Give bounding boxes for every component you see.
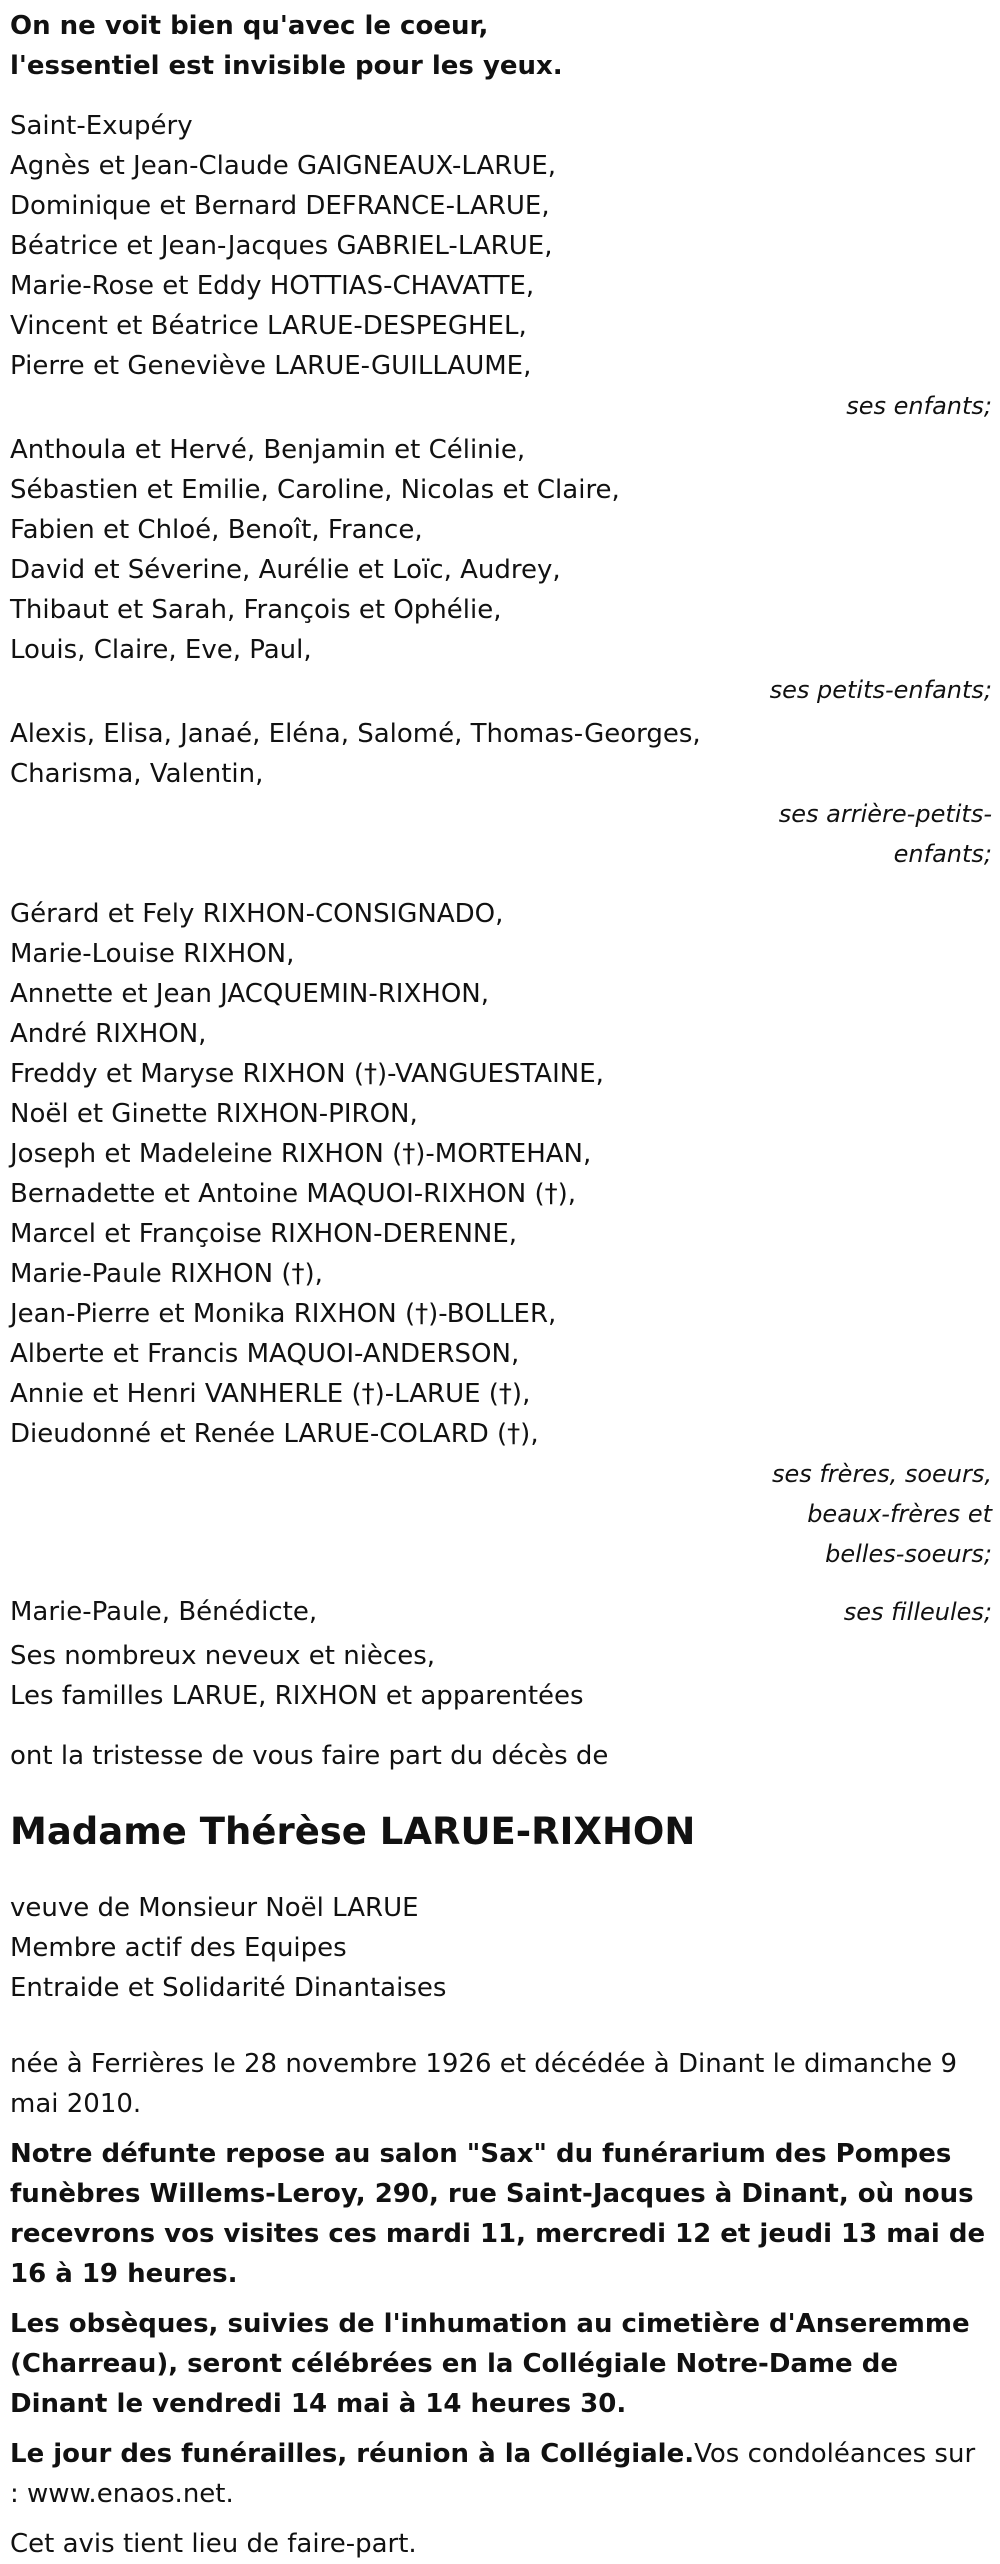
quote-author: Saint-Exupéry: [10, 111, 193, 141]
relation-label: ses filleules;: [843, 1598, 992, 1626]
family-name-line: Louis, Claire, Eve, Paul,: [10, 635, 312, 665]
relation-label: ses petits-enfants;: [769, 676, 992, 704]
family-name-line: Charisma, Valentin,: [10, 759, 264, 789]
meeting-text: [10, 2434, 992, 2514]
family-name-line: Marie-Paule RIXHON (†),: [10, 1259, 323, 1289]
family-name-line: Bernadette et Antoine MAQUOI-RIXHON (†),: [10, 1179, 577, 1209]
family-name-line: Pierre et Geneviève LARUE-GUILLAUME,: [10, 351, 532, 381]
deceased-name: Madame Thérèse LARUE-RIXHON: [10, 1810, 696, 1853]
family-name-line: Gérard et Fely RIXHON-CONSIGNADO,: [10, 899, 504, 929]
announcement-text: ont la tristesse de vous faire part du décès de: [10, 1741, 609, 1771]
family-name-line: Freddy et Maryse RIXHON (†)-VANGUESTAINE,: [10, 1059, 604, 1089]
funeral-text: Les obsèques, suivies de l'inhumation au cimetière d'Anseremme (Charreau), seront célébrées en la Collégiale Notre-Dame de Dinant le vendredi 14 mai à 14 heures 30.: [10, 2309, 970, 2419]
relation-label-list: [10, 794, 992, 874]
family-name-line: Dominique et Bernard DEFRANCE-LARUE,: [10, 191, 550, 221]
family-name-line: Annie et Henri VANHERLE (†)-LARUE (†),: [10, 1379, 531, 1409]
family-name-line: Marcel et Françoise RIXHON-DERENNE,: [10, 1219, 518, 1249]
relation-label: ses frères, soeurs,: [771, 1460, 992, 1488]
family-name-line: Anthoula et Hervé, Benjamin et Célinie,: [10, 435, 526, 465]
family-name-line: Thibaut et Sarah, François et Ophélie,: [10, 595, 502, 625]
family-name-line: Marie-Rose et Eddy HOTTIAS-CHAVATTE,: [10, 271, 535, 301]
obituary-content: [10, 0, 992, 2564]
meeting-bold: Le jour des funérailles, réunion à la Collégiale.: [10, 2439, 695, 2469]
family-name-line: Alberte et Francis MAQUOI-ANDERSON,: [10, 1339, 520, 1369]
quote-line-2: l'essentiel est invisible pour les yeux.: [10, 51, 563, 81]
family-name-line: Jean-Pierre et Monika RIXHON (†)-BOLLER,: [10, 1299, 557, 1329]
relation-label: ses arrière-petits-: [778, 800, 992, 828]
family-name-line: Annette et Jean JACQUEMIN-RIXHON,: [10, 979, 490, 1009]
closing-text: Cet avis tient lieu de faire-part.: [10, 2529, 417, 2559]
family-name-line-list: [10, 714, 992, 794]
relation-label-list: [10, 1454, 992, 1574]
quote-line-1: On ne voit bien qu'avec le coeur,: [10, 11, 489, 41]
siblings-group: [10, 894, 992, 1574]
relation-label-list: [10, 670, 992, 710]
family-name-line-list: [10, 146, 992, 386]
family-name-line: Agnès et Jean-Claude GAIGNEAUX-LARUE,: [10, 151, 557, 181]
family-name-line: Marie-Paule, Bénédicte,: [10, 1597, 318, 1627]
goddaughters-group: [10, 1592, 992, 1632]
deceased-detail-line-list: [10, 1888, 992, 2008]
family-name-line: Les familles LARUE, RIXHON et apparentées: [10, 1681, 584, 1711]
deceased-detail-line: Entraide et Solidarité Dinantaises: [10, 1973, 447, 2003]
family-name-line-list: [10, 430, 992, 670]
deceased-details: [10, 1888, 992, 2008]
condolences-text: Vos condoléances sur : www.enaos.net.: [10, 2439, 976, 2509]
others-group: [10, 1636, 992, 1716]
family-name-line: Ses nombreux neveux et nièces,: [10, 1641, 436, 1671]
great-grandchildren-group: [10, 714, 992, 874]
relation-label: belles-soeurs;: [825, 1540, 992, 1568]
relation-label: beaux-frères et: [807, 1500, 992, 1528]
deceased-detail-line: veuve de Monsieur Noël LARUE: [10, 1893, 419, 1923]
relation-label: enfants;: [893, 840, 992, 868]
family-name-line: Sébastien et Emilie, Caroline, Nicolas et Claire,: [10, 475, 620, 505]
family-name-line: David et Séverine, Aurélie et Loïc, Audrey,: [10, 555, 561, 585]
birth-death-text: née à Ferrières le 28 novembre 1926 et décédée à Dinant le dimanche 9 mai 2010.: [10, 2049, 958, 2119]
family-name-line: Marie-Louise RIXHON,: [10, 939, 295, 969]
children-group: [10, 146, 992, 426]
family-name-line: Vincent et Béatrice LARUE-DESPEGHEL,: [10, 311, 527, 341]
relation-label: ses enfants;: [846, 392, 992, 420]
family-name-line-list: [10, 894, 992, 1454]
grandchildren-group: [10, 430, 992, 710]
relation-label-list: [10, 386, 992, 426]
family-name-line: Dieudonné et Renée LARUE-COLARD (†),: [10, 1419, 539, 1449]
family-name-line: André RIXHON,: [10, 1019, 207, 1049]
family-name-line: Joseph et Madeleine RIXHON (†)-MORTEHAN,: [10, 1139, 592, 1169]
family-name-line: Fabien et Chloé, Benoît, France,: [10, 515, 423, 545]
family-name-line: Alexis, Elisa, Janaé, Eléna, Salomé, Thomas-Georges,: [10, 719, 701, 749]
visitation-text: Notre défunte repose au salon "Sax" du funérarium des Pompes funèbres Willems-Leroy, 290, rue Saint-Jacques à Dinant, où nous recevrons vos visites ces mardi 11, mercredi 12 et jeudi 13 mai de 16 à 19 heures.: [10, 2139, 986, 2289]
family-name-line: Noël et Ginette RIXHON-PIRON,: [10, 1099, 418, 1129]
family-name-line-list: [10, 1636, 992, 1716]
family-name-line: Béatrice et Jean-Jacques GABRIEL-LARUE,: [10, 231, 553, 261]
deceased-detail-line: Membre actif des Equipes: [10, 1933, 347, 1963]
